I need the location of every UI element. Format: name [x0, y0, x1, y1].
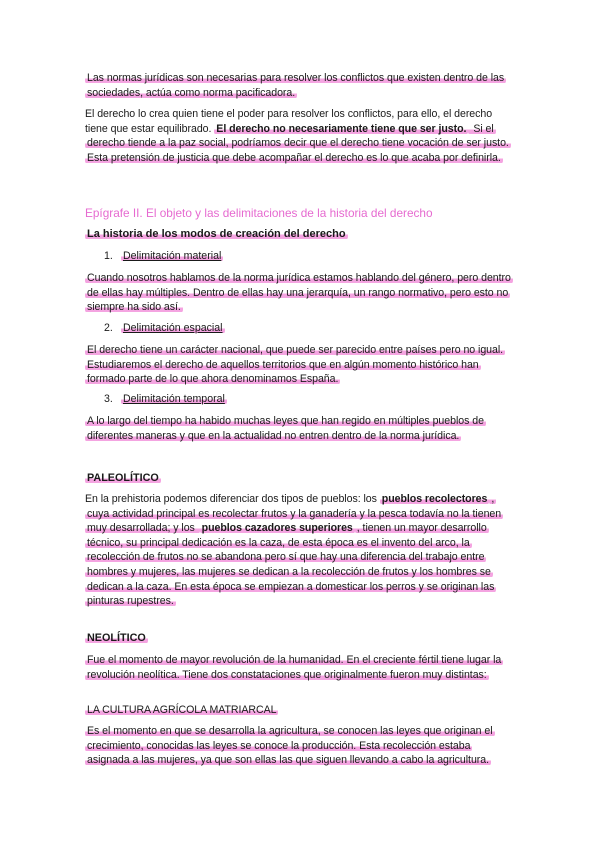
intro-paragraph-1 — [85, 71, 513, 100]
epigrafe-heading: Epígrafe II. El objeto y las delimitaciones de la historia del derecho — [85, 206, 433, 220]
paleolitico-text-1: En la prehistoria podemos diferenciar dos tipos de pueblos: los — [85, 493, 380, 505]
intro-paragraph-2 — [85, 107, 513, 165]
highlight: El derecho tiene un carácter nacional, que puede ser parecido entre países pero no igual. Estudiaremos el derecho de aquellos territorios que en algún momento histórico han formado parte de lo que ahora denominamos España. — [87, 344, 504, 386]
item-label: Delimitación temporal — [123, 393, 225, 405]
intro-text-b: Si el derecho tiende a la paz social, podríamos decir que el derecho tiene vocación de ser justo. Esta pretensión de justicia que debe acompañar el derecho es lo que acaba por definirla. — [87, 122, 509, 164]
highlight: Es el momento en que se desarrolla la agricultura, se conocen las leyes que originan el crecimiento, conocidas las leyes se conoce la producción. Esta recolección estaba asignada a las mujeres, ya que son ellas las que siguen llevando a cabo la agricultura. — [87, 725, 493, 767]
neolitico-heading — [85, 632, 148, 644]
neolitico-subheading — [85, 703, 513, 718]
neolitico-subheading-text: LA CULTURA AGRÍCOLA MATRIARCAL — [87, 704, 277, 716]
section-title-text: La historia de los modos de creación del derecho — [87, 228, 346, 240]
paleolitico-text-3: , tienen un mayor desarrollo técnico, su principal dedicación es la caza, de esta época es el invento del arco, la recolección de frutos no se abandona pero sí que hay una diferencia del trabajo entre hombres y mujeres, las mujeres se dedican a la recolección de frutos y los hombres se dedican a la caza. En esta época se empiezan a domesticar los perros y se originan las pinturas rupestres. — [87, 522, 495, 608]
neolitico-paragraph-1 — [85, 653, 513, 682]
item-number: 1. — [104, 250, 113, 262]
paleolitico-bold-1: pueblos recolectores — [381, 493, 488, 505]
intro-bold: El derecho no necesariamente tiene que ser justo. — [216, 122, 467, 135]
paleolitico-heading — [85, 472, 161, 484]
delimitacion-temporal-heading — [104, 393, 227, 405]
delimitacion-espacial-text — [85, 343, 513, 387]
section-title — [85, 228, 348, 240]
highlight: A lo largo del tiempo ha habido muchas leyes que han regido en múltiples pueblos de diferentes maneras y que en la actualidad no entren dentro de la norma jurídica. — [87, 415, 484, 442]
item-number: 2. — [104, 322, 113, 334]
item-label: Delimitación espacial — [123, 322, 223, 334]
neolitico-heading-text: NEOLÍTICO — [87, 632, 146, 644]
highlight: Las normas jurídicas son necesarias para resolver los conflictos que existen dentro de las sociedades, actúa como norma pacificadora. — [87, 72, 505, 99]
delimitacion-espacial-heading — [104, 322, 225, 334]
paleolitico-heading-text: PALEOLÍTICO — [87, 472, 159, 484]
highlight: Cuando nosotros hablamos de la norma jurídica estamos hablando del género, pero dentro de ellas hay múltiples. Dentro de ellas hay una jerarquía, un rango normativo, pero esto no siempre ha sido así. — [87, 272, 511, 314]
delimitacion-material-text — [85, 271, 513, 315]
neolitico-paragraph-2 — [85, 724, 513, 768]
highlight: Fue el momento de mayor revolución de la humanidad. En el creciente fértil tiene lugar la revolución neolítica. Tiene dos constataciones que originalmente fueron muy distintas: — [87, 654, 502, 681]
paleolitico-bold-2: pueblos cazadores superiores — [201, 522, 353, 535]
paleolitico-paragraph — [85, 492, 513, 609]
item-label: Delimitación material — [123, 250, 222, 262]
intro-text-a: El derecho lo crea quien tiene el poder para resolver los conflictos, para ello, el derecho tiene que estar equilibrado. — [85, 108, 493, 135]
paleolitico-text-2: , cuya actividad principal es recolectar frutos y la ganadería y la pesca todavía no la tienen muy desarrollada; y los — [87, 493, 502, 535]
item-number: 3. — [104, 393, 113, 405]
delimitacion-material-heading — [104, 250, 223, 262]
delimitacion-temporal-text — [85, 414, 513, 443]
